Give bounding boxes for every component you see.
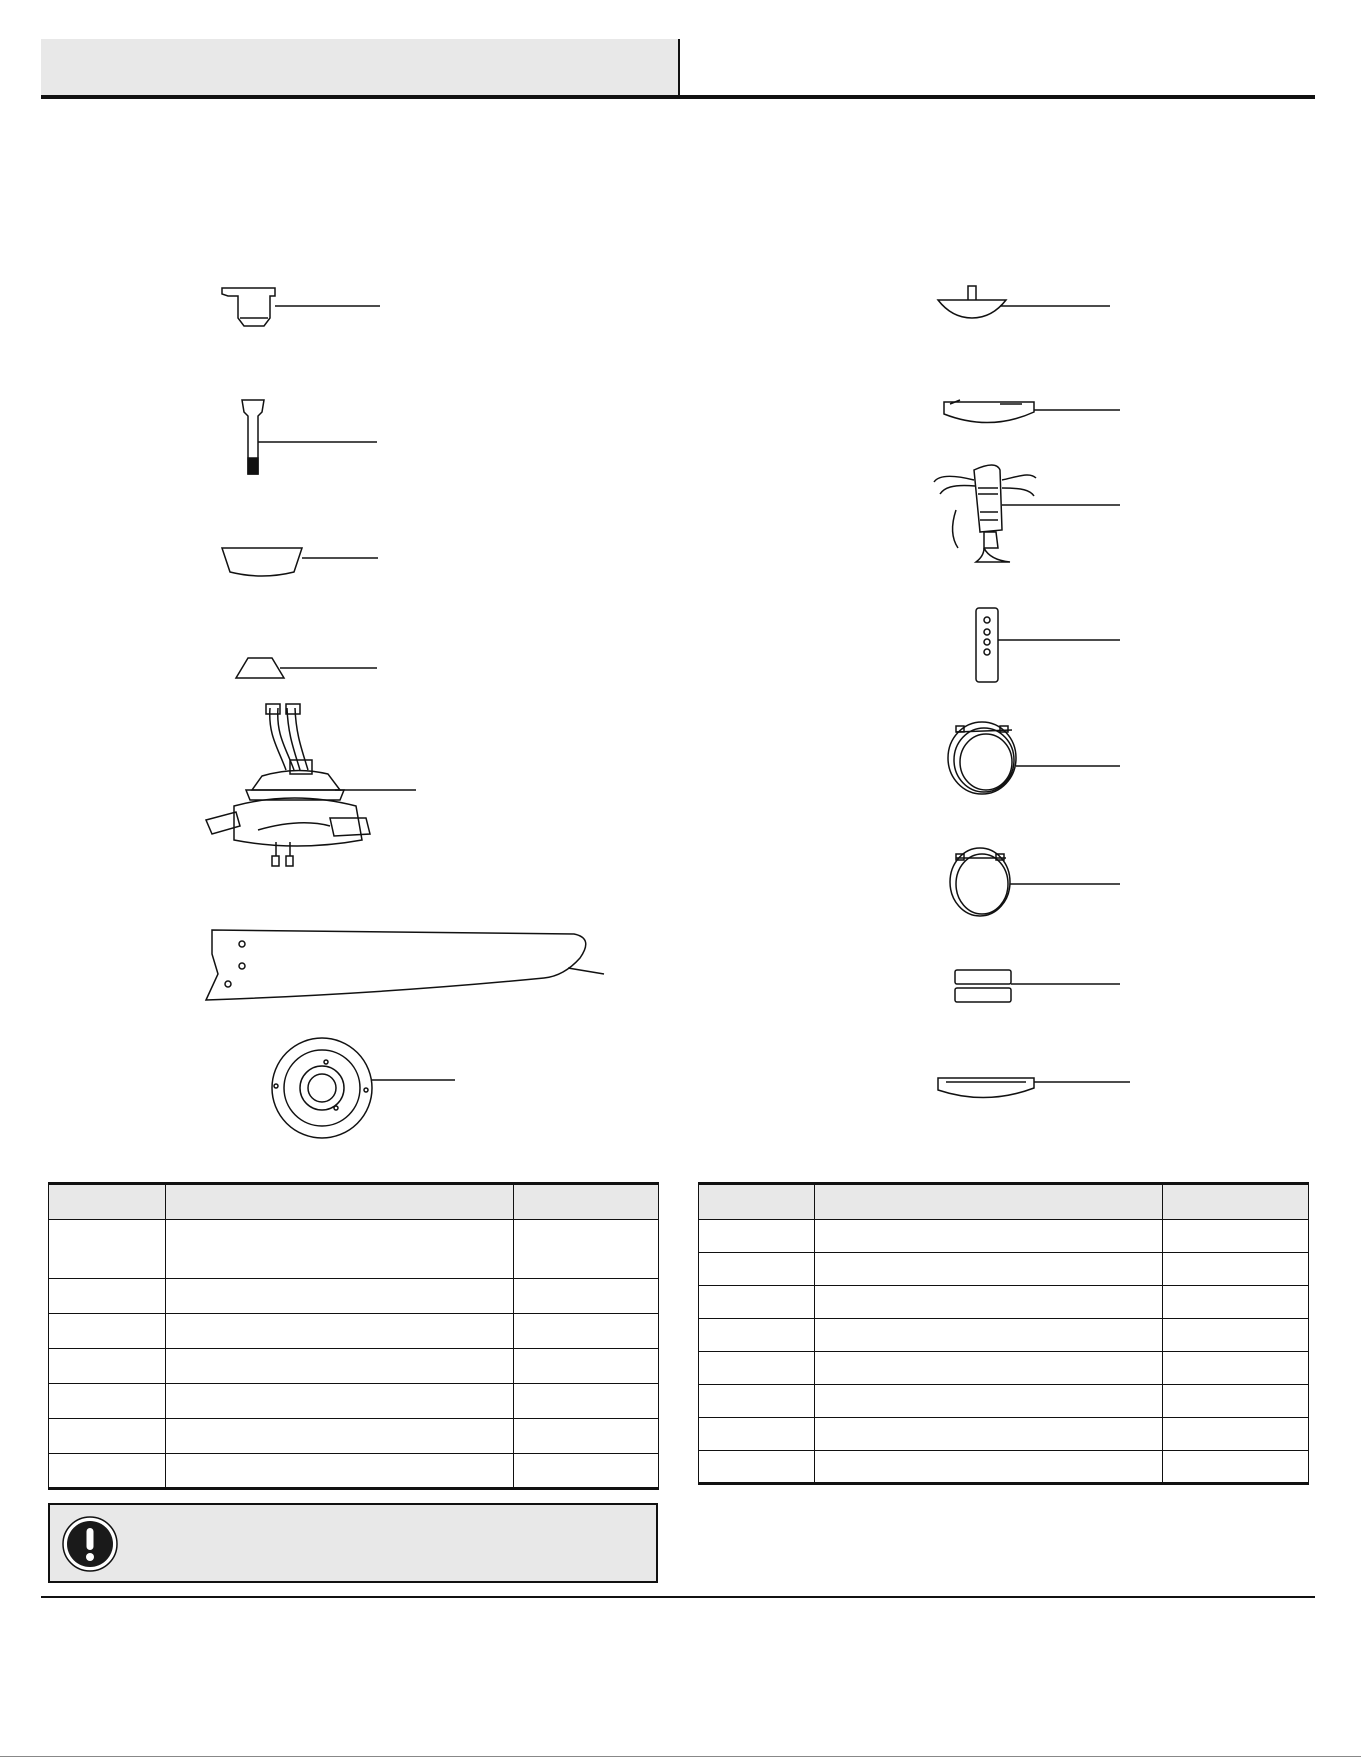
mounting-bracket-icon bbox=[222, 288, 380, 326]
table-row bbox=[49, 1384, 659, 1419]
table-row bbox=[699, 1253, 1309, 1286]
switch-housing-icon bbox=[272, 1038, 455, 1138]
table-row bbox=[699, 1352, 1309, 1385]
canopy-icon bbox=[222, 548, 378, 576]
col-part bbox=[699, 1184, 815, 1220]
motor-assembly-icon bbox=[206, 704, 416, 866]
table-row bbox=[699, 1385, 1309, 1418]
parts-table-right bbox=[698, 1182, 1309, 1485]
table-row bbox=[699, 1451, 1309, 1484]
footer-rule bbox=[41, 1596, 1315, 1598]
notice-box bbox=[48, 1503, 658, 1583]
light-kit-icon bbox=[938, 286, 1110, 318]
parts-table-left bbox=[48, 1182, 659, 1490]
table-row bbox=[49, 1220, 659, 1279]
table-row bbox=[49, 1314, 659, 1349]
col-description bbox=[166, 1184, 514, 1220]
batteries-icon bbox=[955, 970, 1120, 1002]
remote-control-icon bbox=[976, 608, 1120, 682]
exclamation-circle-icon bbox=[62, 1516, 118, 1572]
short-wire-coil-icon bbox=[950, 848, 1120, 916]
receiver-icon bbox=[934, 465, 1120, 562]
downrod-icon bbox=[242, 400, 377, 474]
table-row bbox=[49, 1349, 659, 1384]
table-row bbox=[699, 1418, 1309, 1451]
table-row bbox=[699, 1319, 1309, 1352]
fan-blade-icon bbox=[206, 930, 604, 1000]
table-row bbox=[699, 1220, 1309, 1253]
table-row bbox=[49, 1279, 659, 1314]
glass-shade-icon bbox=[938, 1078, 1130, 1098]
canopy-cover-icon bbox=[236, 658, 377, 678]
col-quantity bbox=[1163, 1184, 1309, 1220]
col-quantity bbox=[514, 1184, 659, 1220]
page-edge-rule bbox=[0, 1756, 1361, 1757]
light-fitter-icon bbox=[944, 400, 1120, 423]
table-row bbox=[699, 1286, 1309, 1319]
table-row bbox=[49, 1419, 659, 1454]
long-wire-coil-icon bbox=[948, 722, 1120, 794]
table-row bbox=[49, 1454, 659, 1489]
col-description bbox=[815, 1184, 1163, 1220]
col-part bbox=[49, 1184, 166, 1220]
